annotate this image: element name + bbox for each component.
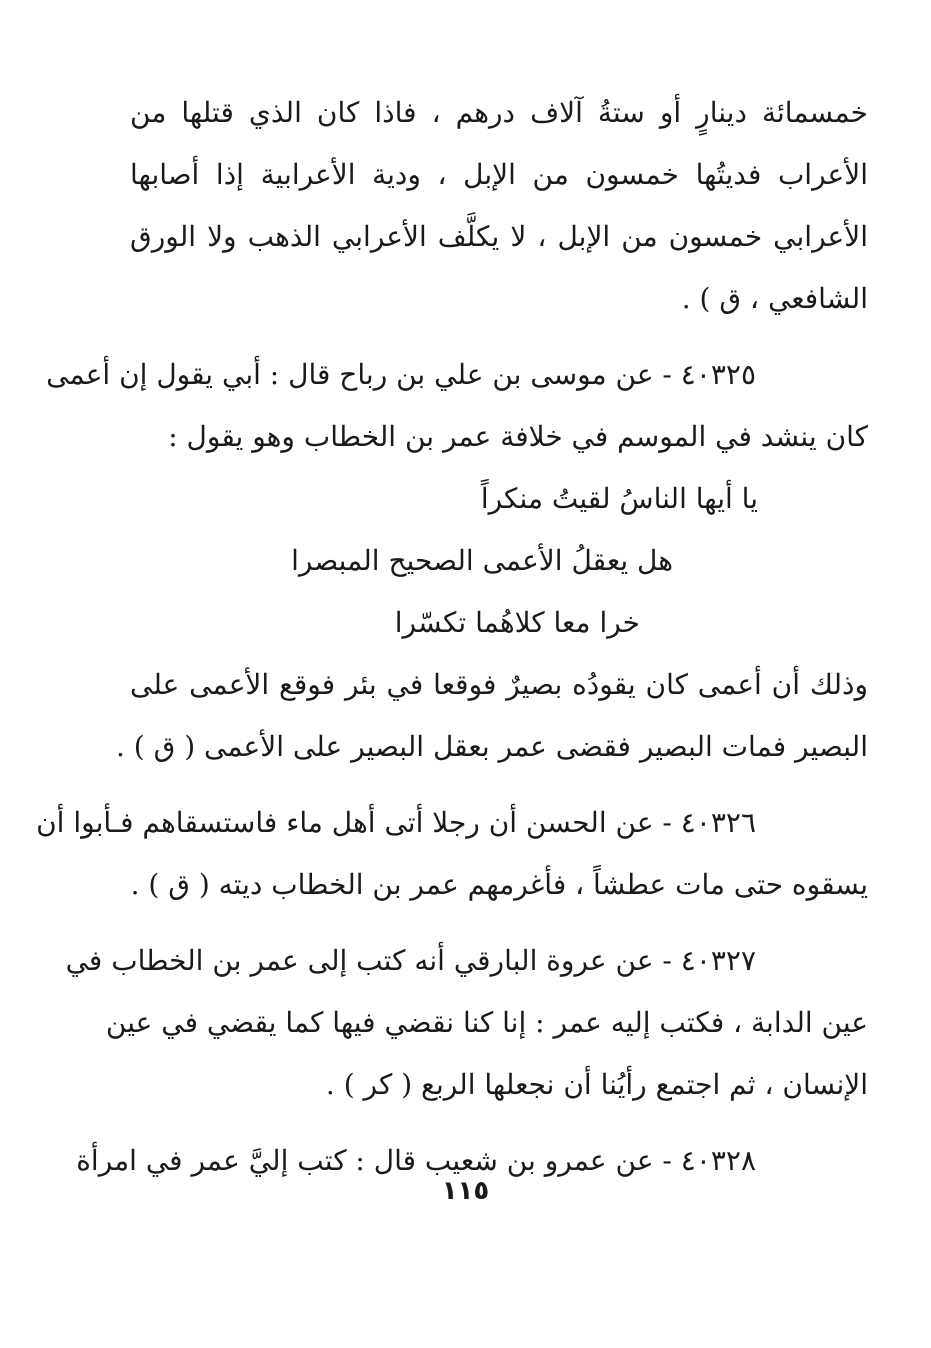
text-line: ٤٠٣٢٦ - عن الحسن أن رجلا أتى أهل ماء فاستسقاهم فـأبوا أن [36, 806, 756, 839]
text-line: ٤٠٣٢٧ - عن عروة البارقي أنه كتب إلى عمر بن الخطاب في [65, 944, 756, 977]
verse-line: يا أيها الناسُ لقيتُ منكراً [480, 482, 758, 515]
text-line: الأعرابي خمسون من الإبل ، لا يكلَّف الأعرابي الذهب ولا الورق [130, 220, 868, 253]
hadith-40326 [36, 792, 868, 916]
text-line: ٤٠٣٢٥ - عن موسى بن علي بن رباح قال : أبي يقول إن أعمى [46, 358, 756, 391]
verse-line: هل يعقلُ الأعمى الصحيح المبصرا [291, 544, 673, 577]
page-number: ١١٥ [441, 1176, 490, 1206]
verse-line: خرا معا كلاهُما تكسّرا [394, 606, 640, 639]
text-line: وذلك أن أعمى كان يقودُه بصيرٌ فوقعا في بئر فوقع الأعمى على [130, 668, 868, 701]
page-body [36, 82, 868, 1192]
paragraph [130, 82, 868, 330]
text-line: عين الدابة ، فكتب إليه عمر : إنا كنا نقضي فيها كما يقضي في عين [105, 1006, 868, 1039]
text-line: كان ينشد في الموسم في خلافة عمر بن الخطاب وهو يقول : [168, 420, 868, 453]
text-line: خمسمائة دينارٍ أو ستةُ آلاف درهم ، فاذا كان الذي قتلها من [130, 96, 868, 129]
text-line: الأعراب فديتُها خمسون من الإبل ، ودية الأعرابية إذا أصابها [130, 158, 868, 191]
text-line: الإنسان ، ثم اجتمع رأيُنا أن نجعلها الربع ( كر ) . [325, 1068, 868, 1101]
text-line: يسقوه حتى مات عطشاً ، فأغرمهم عمر بن الخطاب ديته ( ق ) . [130, 868, 868, 901]
text-line: ٤٠٣٢٨ - عن عمرو بن شعيب قال : كتب إليَّ عمر في امرأة [76, 1144, 756, 1177]
hadith-40325 [46, 344, 868, 778]
text-line: البصير فمات البصير فقضى عمر بعقل البصير على الأعمى ( ق ) . [115, 730, 868, 763]
text-line: الشافعي ، ق ) . [681, 282, 868, 315]
hadith-40327 [65, 930, 868, 1116]
